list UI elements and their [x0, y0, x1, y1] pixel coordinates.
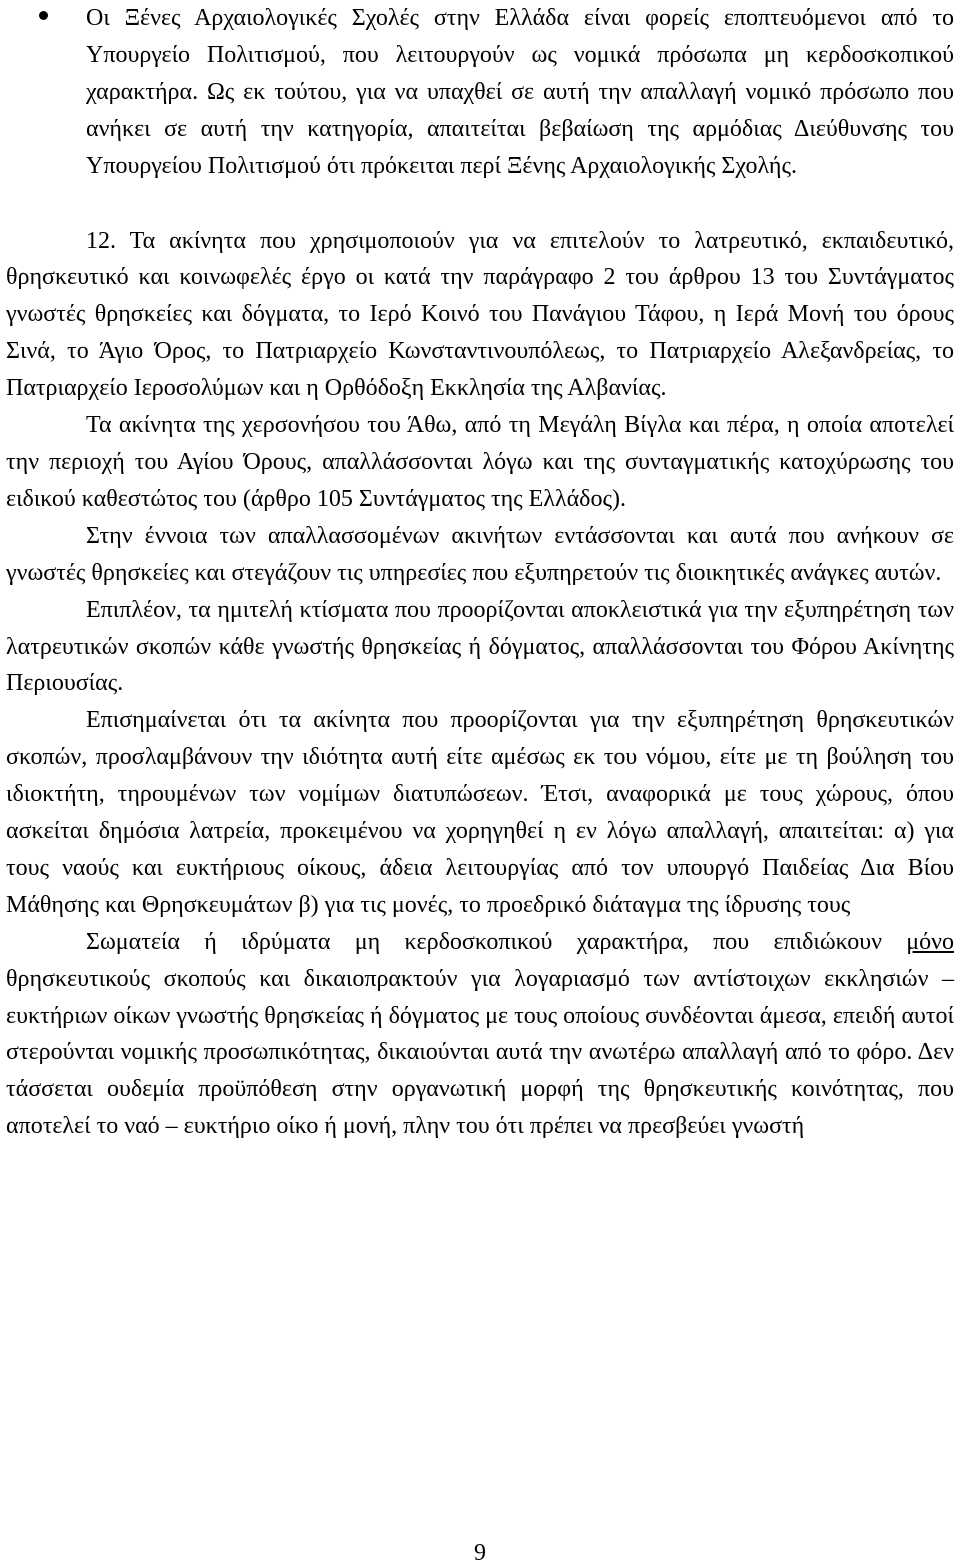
paragraph-exempt-properties: Στην έννοια των απαλλασσομένων ακινήτων εντάσσονται και αυτά που ανήκουν σε γνωστές θρησκείες και στεγάζουν τις υπηρεσίες που εξυπηρετούν τις διοικητικές ανάγκες αυτών.	[6, 522, 954, 586]
paragraph-athos: Τα ακίνητα της χερσονήσου του Άθω, από τη Μεγάλη Βίγλα και πέρα, η οποία αποτελεί την περιοχή του Αγίου Όρους, απαλλάσσονται λόγω και της συνταγματικής κατοχύρωσης του ειδικού καθεστώτος του (άρθρο 105 Συντάγματος της Ελλάδος).	[6, 412, 954, 512]
associations-text-start: Σωματεία ή ιδρύματα μη κερδοσκοπικού χαρακτήρα, που επιδιώκουν	[86, 928, 907, 955]
bullet-dot-icon	[39, 11, 48, 20]
associations-underlined-word: μόνο	[906, 928, 954, 955]
paragraph-associations	[6, 924, 954, 1145]
bullet-paragraph: Οι Ξένες Αρχαιολογικές Σχολές στην Ελλάδα είναι φορείς εποπτευόμενοι από το Υπουργείο Πολιτισμού, που λειτουργούν ως νομικά πρόσωπα μη κερδοσκοπικού χαρακτήρα. Ως εκ τούτου, για να υπαχθεί σε αυτή την απαλλαγή νομικό πρόσωπο που ανήκει σε αυτή την κατηγορία, απαιτείται βεβαίωση της αρμόδιας Διεύθυνσης του Υπουργείου Πολιτισμού ότι πρόκειται περί Ξένης Αρχαιολογικής Σχολής.	[86, 5, 954, 179]
associations-text-end: θρησκευτικούς σκοπούς και δικαιοπρακτούν για λογαριασμό των αντίστοιχων εκκλησιών – ευκτήριων οίκων γνωστής θρησκείας ή δόγματος με τους οποίους συνδέονται άμεσα, επειδή αυτοί στερούνται νομικής προσωπικότητας, δικαιούνται αυτά την ανωτέρω απαλλαγή από το φόρο. Δεν τάσσεται ουδεμία προϋπόθεση στην οργανωτική μορφή της θρησκευτικής κοινότητας, που αποτελεί το ναό – ευκτήριο οίκο ή μονή, πλην του ότι πρέπει να πρεσβεύει γνωστή	[6, 965, 954, 1140]
paragraph-note: Επισημαίνεται ότι τα ακίνητα που προορίζονται για την εξυπηρέτηση θρησκευτικών σκοπών, προσλαμβάνουν την ιδιότητα αυτή είτε αμέσως εκ του νόμου, είτε με τη βούληση του ιδιοκτήτη, τηρουμένων των νομίμων διατυπώσεων. Έτσι, αναφορικά με τους χώρους, όπου ασκείται δημόσια λατρεία, προκειμένου να χορηγηθεί η εν λόγω απαλλαγή, απαιτείται: α) για τους ναούς και ευκτήριους οίκους, άδεια λειτουργίας από τον υπουργό Παιδείας Δια Βίου Μάθησης και Θρησκευμάτων β) για τις μονές, το προεδρικό διάταγμα της ίδρυσης τους	[6, 707, 954, 918]
paragraph-12: 12. Τα ακίνητα που χρησιμοποιούν για να επιτελούν το λατρευτικό, εκπαιδευτικό, θρησκευτικό και κοινωφελές έργο οι κατά την παράγραφο 2 του άρθρου 13 του Συντάγματος γνωστές θρησκείες και δόγματα, το Ιερό Κοινό του Πανάγιου Τάφου, η Ιερά Μονή του όρους Σινά, το Άγιο Όρος, το Πατριαρχείο Κωνσταντινουπόλεως, το Πατριαρχείο Αλεξανδρείας, το Πατριαρχείο Ιεροσολύμων και η Ορθόδοξη Εκκλησία της Αλβανίας.	[6, 227, 954, 402]
document-page	[6, 0, 954, 1145]
page-number: 9	[474, 1540, 486, 1566]
bullet-item	[6, 0, 954, 185]
paragraph-unfinished-buildings: Επιπλέον, τα ημιτελή κτίσματα που προορίζονται αποκλειστικά για την εξυπηρέτηση των λατρευτικών σκοπών κάθε γνωστής θρησκείας ή δόγματος, απαλλάσσονται του Φόρου Ακίνητης Περιουσίας.	[6, 596, 954, 697]
